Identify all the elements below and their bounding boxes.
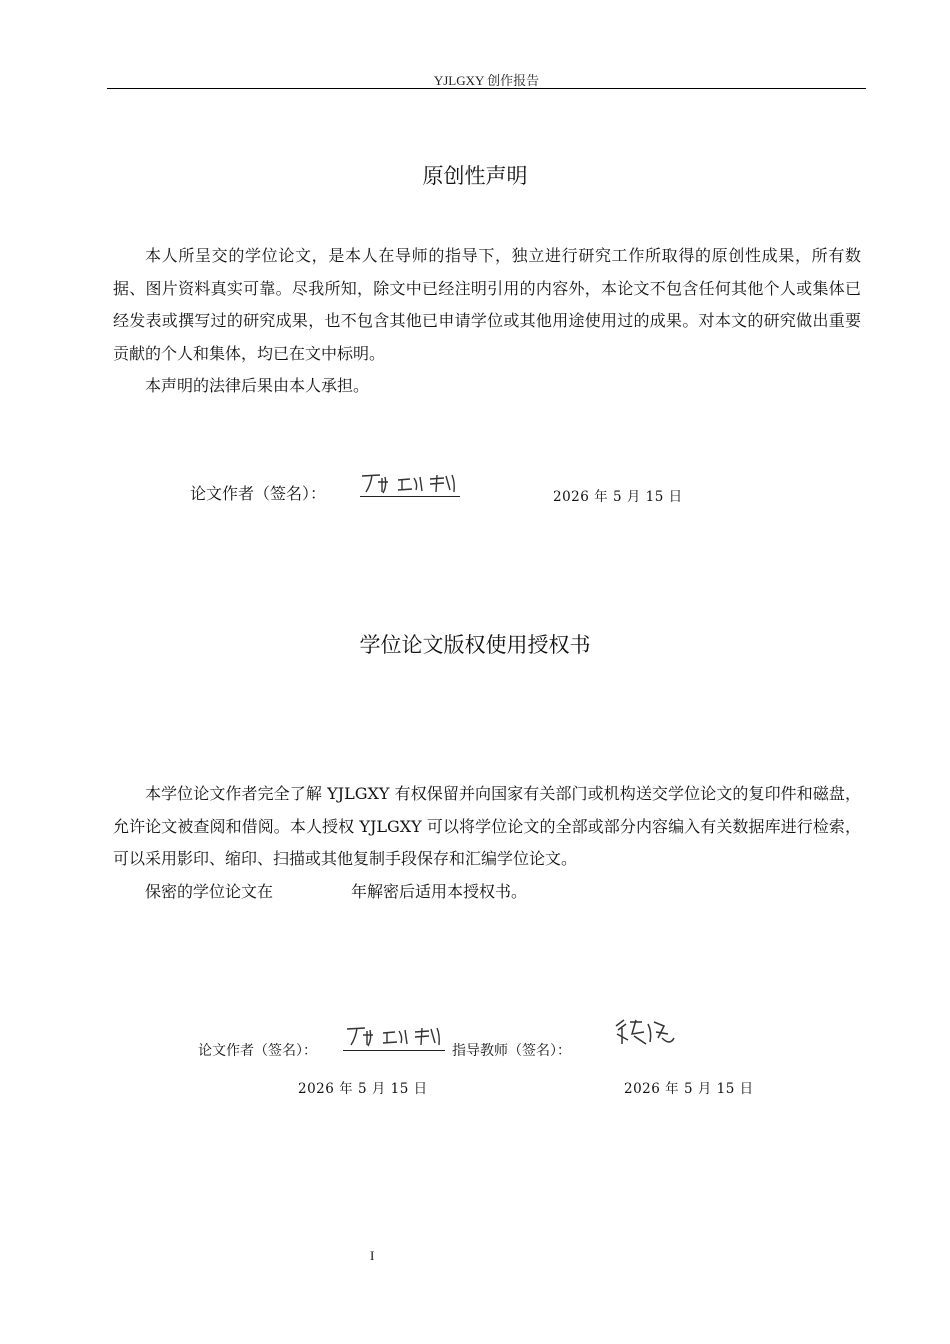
declaration-date: 2026 年 5 月 15 日 [553, 489, 683, 505]
declaration-paragraph: 本人所呈交的学位论文，是本人在导师的指导下，独立进行研究工作所取得的原创性成果，所有数据、图片资料真实可靠。尽我所知，除文中已经注明引用的内容外，本论文不包含任何其他个人或集体已经发表或撰写过的研究成果，也不包含其他已申请学位或其他用途使用过的成果。对本文的研究做出重要贡献的个人和集体，均已在文中标明。 [113, 246, 861, 363]
authorization-advisor-label: 指导教师（签名）： [452, 1043, 571, 1059]
declaration-liability-paragraph: 本声明的法律后果由本人承担。 [145, 376, 370, 395]
header-rule [107, 88, 866, 89]
confidentiality-suffix: 年解密后适用本授权书。 [351, 881, 528, 901]
declaration-author-label: 论文作者（签名）： [190, 484, 327, 503]
confidentiality-prefix: 保密的学位论文在 [145, 881, 274, 901]
page-number: I [370, 1248, 375, 1263]
declaration-title: 原创性声明 [422, 164, 528, 188]
declaration-author-signature [358, 470, 462, 498]
authorization-advisor-date: 2026 年 5 月 15 日 [624, 1081, 754, 1097]
advisor-signature [612, 1016, 678, 1052]
declaration-body [113, 240, 861, 403]
authorization-body [113, 778, 861, 908]
running-header: YJLGXY 创作报告 [433, 73, 540, 88]
authorization-author-signature [343, 1023, 447, 1051]
authorization-paragraph: 本学位论文作者完全了解 YJLGXY 有权保留并向国家有关部门或机构送交学位论文的复印件和磁盘，允许论文被查阅和借阅。本人授权 YJLGXY 可以将学位论文的全部或部分内容编入有关数据库进行检索，可以采用影印、缩印、扫描或其他复制手段保存和汇编学位论文。 [113, 784, 861, 868]
authorization-author-date: 2026 年 5 月 15 日 [298, 1081, 428, 1097]
authorization-title: 学位论文版权使用授权书 [359, 633, 591, 657]
confidentiality-paragraph [113, 876, 861, 909]
authorization-author-label: 论文作者（签名）： [198, 1043, 317, 1059]
